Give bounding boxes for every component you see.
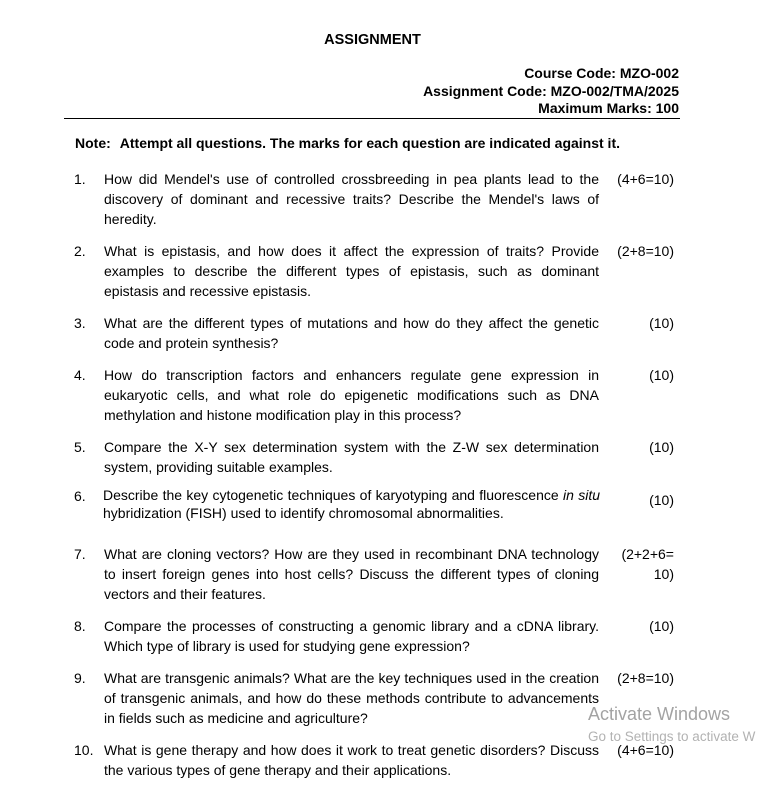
question-number: 1. (74, 171, 86, 187)
question-number: 3. (74, 315, 86, 331)
question-text: What are cloning vectors? How are they used in recombinant DNA technology to insert foreign genes into host cells? Discuss the different types of cloning vectors and their features. (104, 546, 599, 602)
activate-windows-watermark: Activate Windows (588, 704, 731, 724)
question-text-part: Describe the key cytogenetic techniques of karyotyping and fluorescence (103, 487, 563, 503)
question-text: Compare the processes of constructing a genomic library and a cDNA library. Which type of library is used for studying gene expression? (104, 618, 599, 654)
question-marks: (2+8=10) (617, 243, 674, 259)
question-marks: (10) (649, 315, 674, 331)
question-text: What is epistasis, and how does it affect the expression of traits? Provide examples to describe the different types of epistasis, such as dominant epistasis and recessive epistasis. (104, 243, 599, 299)
question-number: 4. (74, 367, 86, 383)
question-number: 2. (74, 243, 86, 259)
question-text: What are transgenic animals? What are the key techniques used in the creation of transgenic animals, and how do these methods contribute to advancements in fields such as medicine and agriculture? (104, 670, 599, 726)
question-number: 5. (74, 439, 86, 455)
question-text (103, 486, 600, 522)
question-number: 6. (74, 488, 86, 504)
question-marks: (10) (649, 367, 674, 383)
maximum-marks: Maximum Marks: 100 (538, 100, 679, 116)
question-marks: (2+8=10) (617, 670, 674, 686)
instructions-note (75, 135, 620, 151)
course-code: Course Code: MZO-002 (524, 65, 679, 81)
question-number: 7. (74, 546, 86, 562)
question-marks: (2+2+6= 10) (621, 546, 674, 582)
course-info-block (423, 65, 679, 118)
activate-windows-subtext: Go to Settings to activate W (588, 729, 756, 744)
question-number: 9. (74, 670, 86, 686)
assignment-code: Assignment Code: MZO-002/TMA/2025 (423, 82, 679, 99)
question-text: What are the different types of mutations and how do they affect the genetic code and protein synthesis? (104, 315, 599, 351)
header-divider (64, 118, 680, 119)
question-number: 8. (74, 618, 86, 634)
question-marks: (4+6=10) (617, 171, 674, 187)
question-text-italic: in situ (562, 487, 600, 503)
question-text: Compare the X-Y sex determination system with the Z-W sex determination system, providing suitable examples. (104, 439, 599, 475)
note-text: Attempt all questions. The marks for each question are indicated against it. (119, 135, 621, 151)
question-text: How did Mendel's use of controlled crossbreeding in pea plants lead to the discovery of dominant and recessive traits? Describe the Mendel's laws of heredity. (104, 171, 599, 227)
document-title: ASSIGNMENT (324, 32, 421, 48)
question-marks: (4+6=10) (617, 742, 674, 758)
question-text-part: hybridization (FISH) used to identify chromosomal abnormalities. (103, 505, 504, 521)
question-marks: (10) (649, 439, 674, 455)
question-text: What is gene therapy and how does it work to treat genetic disorders? Discuss the various types of gene therapy and their applications. (104, 742, 599, 778)
question-number: 10. (74, 742, 94, 758)
question-marks: (10) (649, 618, 674, 634)
question-text: How do transcription factors and enhancers regulate gene expression in eukaryotic cells, and what role do epigenetic modifications such as DNA methylation and histone modification play in this process? (104, 367, 599, 423)
note-label: Note: (75, 135, 111, 151)
question-marks: (10) (649, 492, 674, 508)
